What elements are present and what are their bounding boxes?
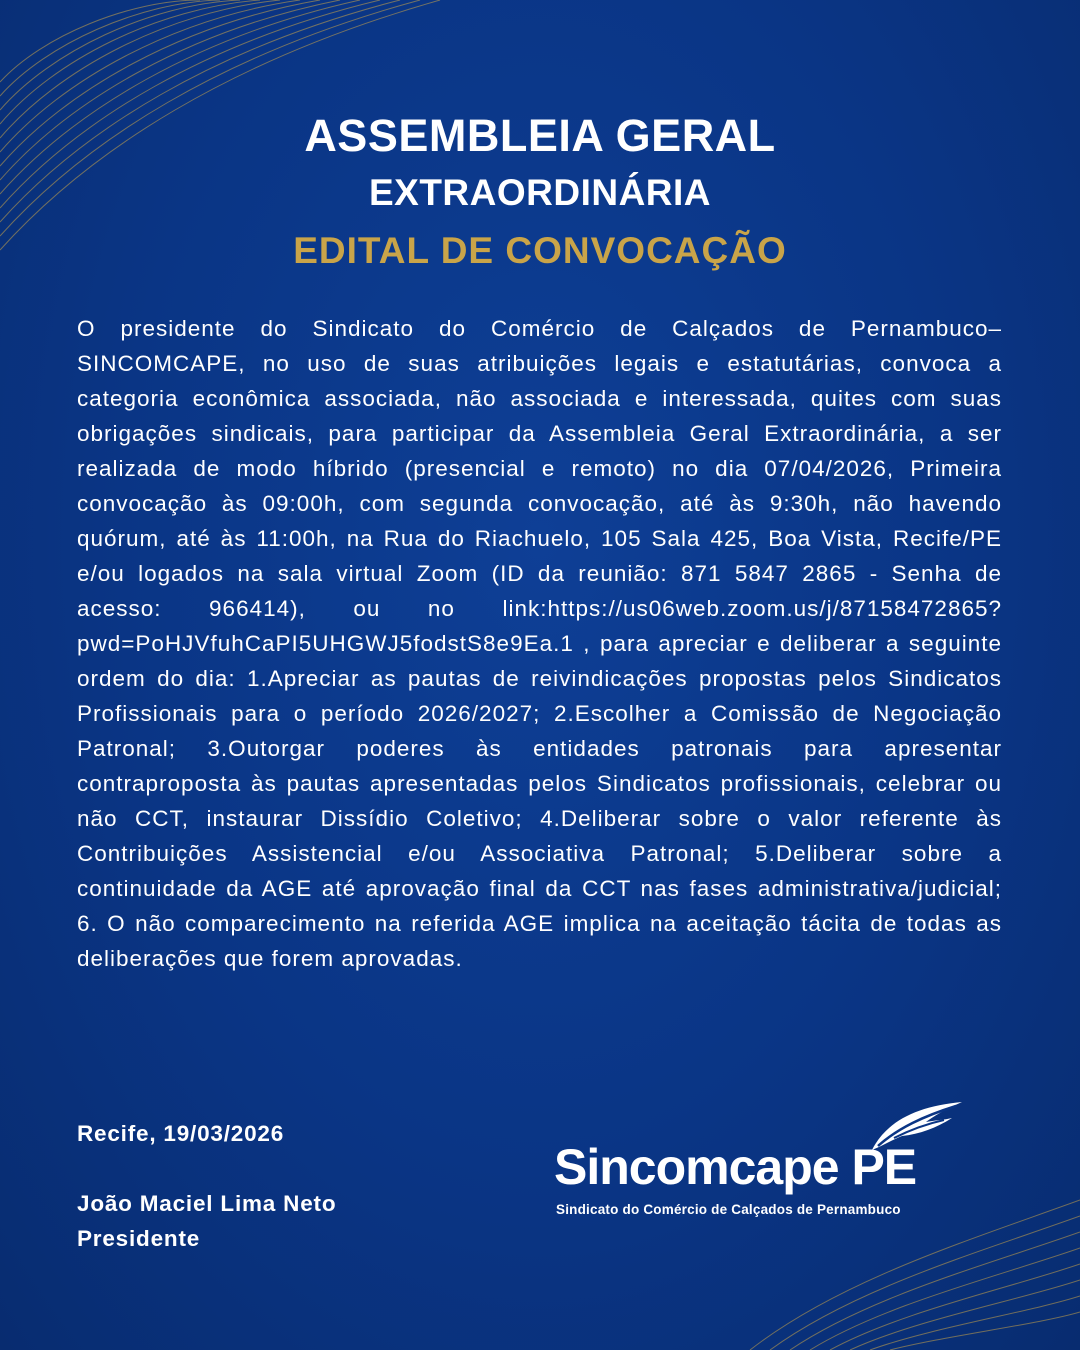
title-assembleia-geral: ASSEMBLEIA GERAL xyxy=(304,110,776,161)
signer-role: Presidente xyxy=(77,1226,201,1251)
signer-name: João Maciel Lima Neto xyxy=(77,1191,337,1216)
logo-wordmark: Sincomcape PE xyxy=(554,1139,917,1195)
title-extraordinaria: EXTRAORDINÁRIA xyxy=(368,172,712,213)
logo-subtitle: Sindicato do Comércio de Calçados de Pernambuco xyxy=(556,1202,901,1217)
title-block xyxy=(0,108,1080,280)
place-and-date: Recife, 19/03/2026 xyxy=(77,1121,285,1146)
convocation-text: O presidente do Sindicato do Comércio de Calçados de Pernambuco– SINCOMCAPE, no uso de suas atribuições legais e estatutárias, convoca a categoria econômica associada, não associada e interessada, quites com suas obrigações sindicais, para participar da Assembleia Geral Extraordinária, a ser realizada de modo híbrido (presencial e remoto) no dia 07/04/2026, Primeira convocação às 09:00h, com segunda convocação, até às 9:30h, não havendo quórum, até às 11:00h, na Rua do Riachuelo, 105 Sala 425, Boa Vista, Recife/PE e/ou logados na sala virtual Zoom (ID da reunião: 871 5847 2865 - Senha de acesso: 966414), ou no link:https://us06web.zoom.us/j/87158472865? pwd=PoHJVfuhCaPI5UHGWJ5fodstS8e9Ea.1 , para apreciar e deliberar a seguinte ordem do dia: 1.Apreciar as pautas de reivindicações propostas pelos Sindicatos Profissionais para o período 2026/2027; 2.Escolher a Comissão de Negociação Patronal; 3.Outorgar poderes às entidades patronais para apresentar contraproposta às pautas apresentadas pelos Sindicatos profissionais, celebrar ou não CCT, instaurar Dissídio Coletivo; 4.Deliberar sobre o valor referente às Contribuições Assistencial e/ou Associativa Patronal; 5.Deliberar sobre a continuidade da AGE até aprovação final da CCT nas fases administrativa/judicial; 6. O não comparecimento na referida AGE implica na aceitação tácita de todas as deliberações que forem aprovadas. xyxy=(77,316,1002,971)
title-edital-de-convocacao: EDITAL DE CONVOCAÇÃO xyxy=(293,230,787,271)
sincomcape-logo xyxy=(554,1098,974,1228)
